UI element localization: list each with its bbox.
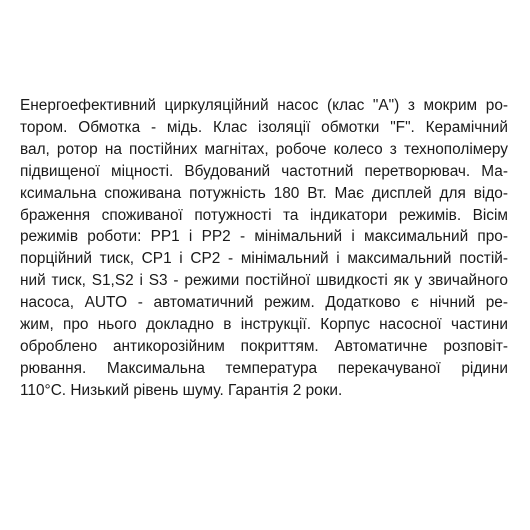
description-line: Енергоефективний циркуляційний насос (клас "А") з мокрим ро- xyxy=(20,97,508,114)
description-line: тором. Обмотка - мідь. Клас ізоляції обмотки "F". Керамічний xyxy=(20,118,508,136)
description-line: порційний тиск, CP1 і CP2 - мінімальний і максимальний постій- xyxy=(20,250,508,268)
description-line: ксимальна споживана потужність 180 Вт. Має дисплей для відо- xyxy=(20,184,508,202)
description-line: рювання. Максимальна температура перекачуваної рідини xyxy=(20,359,508,377)
description-line: жим, про нього докладно в інструкції. Корпус насосної частини xyxy=(20,316,508,334)
description-line: ний тиск, S1,S2 і S3 - режими постійної швидкості як у звичайного xyxy=(20,272,508,290)
description-line: режимів роботи: PP1 і PP2 - мінімальний і максимальний про- xyxy=(20,228,508,246)
description-line: вал, ротор на постійних магнітах, робоче колесо з технополімеру xyxy=(20,140,508,158)
description-line: 110°С. Низький рівень шуму. Гарантія 2 роки. xyxy=(20,381,343,399)
description-line: оброблено антикорозійним покриттям. Автоматичне розповіт- xyxy=(20,337,508,355)
description-line: браження споживаної потужності та індикатори режимів. Вісім xyxy=(20,206,508,224)
product-description xyxy=(20,95,508,402)
description-line: підвищеної міцності. Вбудований частотний перетворювач. Ма- xyxy=(20,162,508,180)
description-line: насоса, AUTO - автоматичний режим. Додатково є нічний ре- xyxy=(20,294,508,312)
